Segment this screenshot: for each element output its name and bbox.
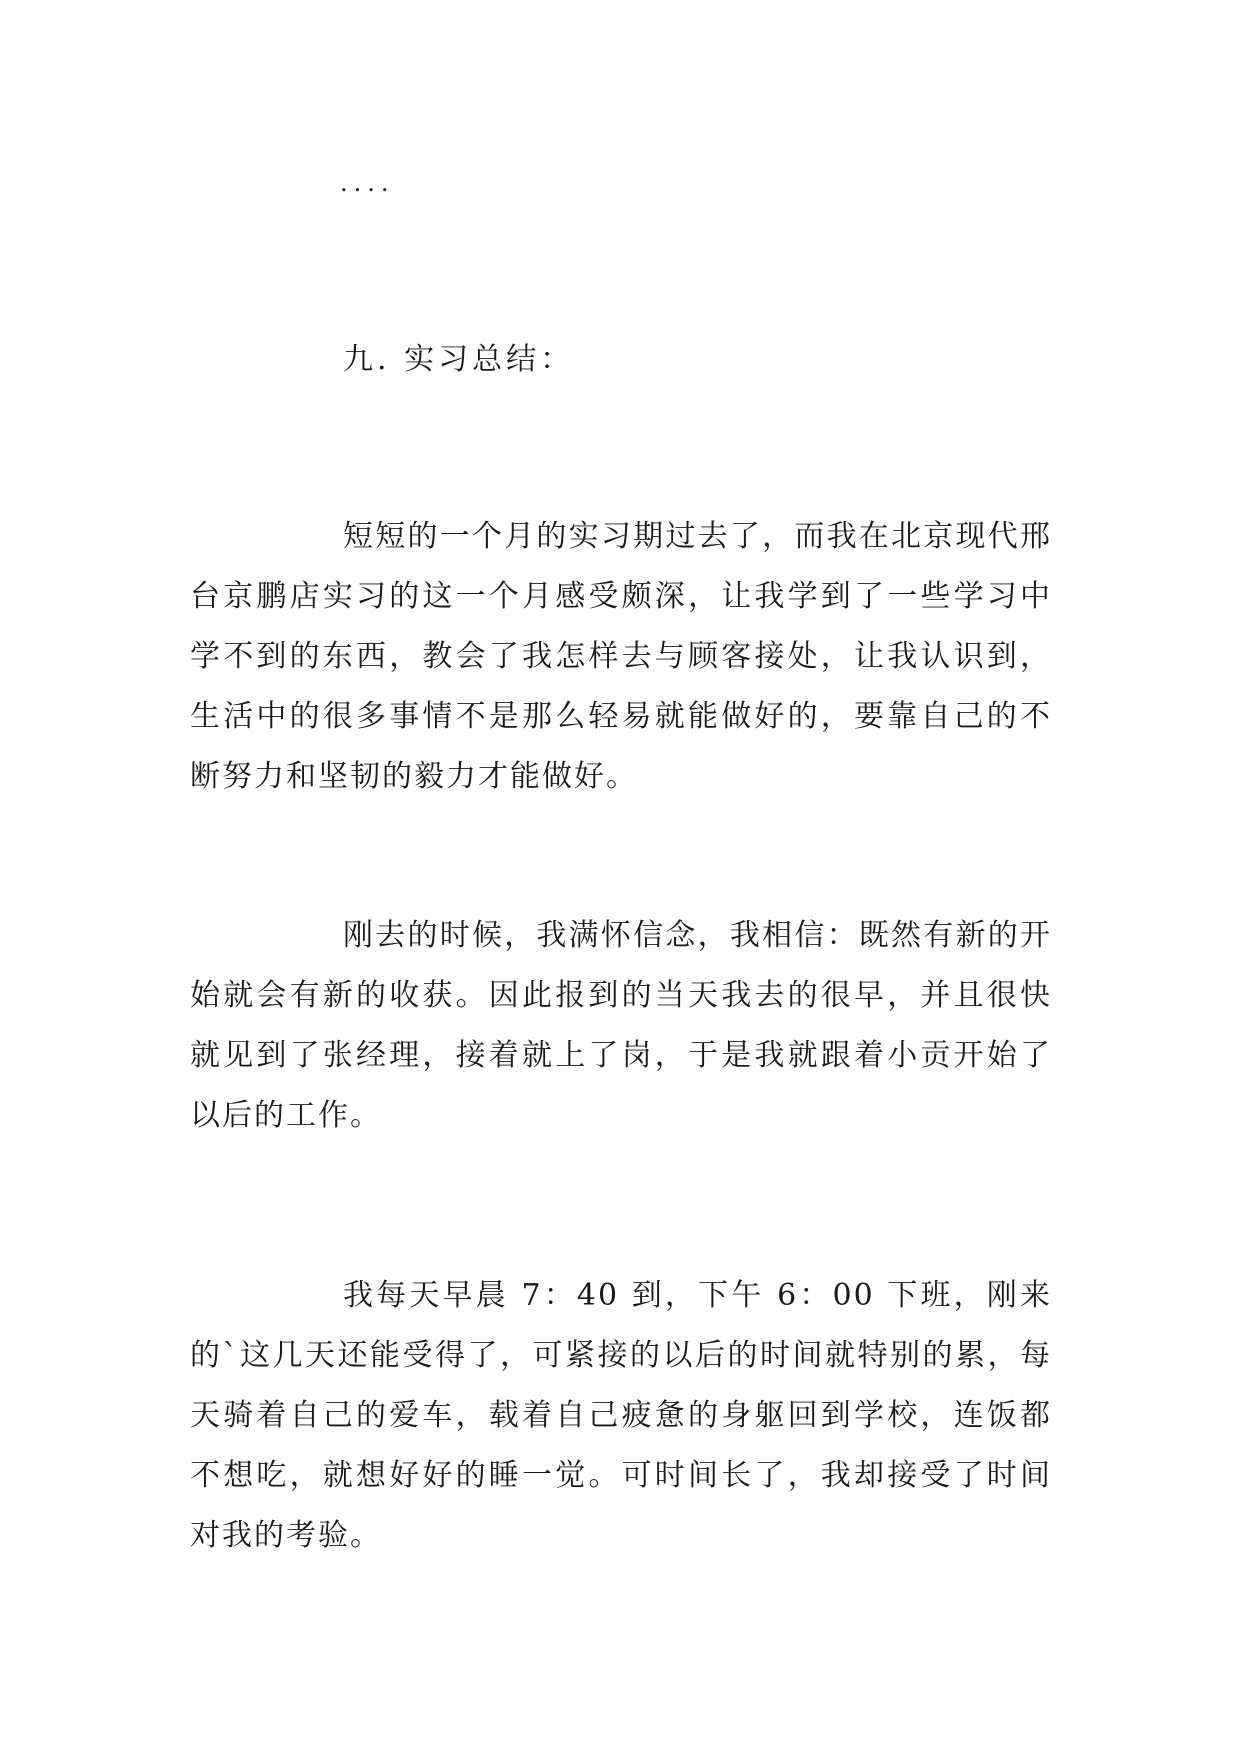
paragraph-summary: 短短的一个月的实习期过去了，而我在北京现代邢台京鹏店实习的这一个月感受颇深，让我学到了一些学习中学不到的东西，教会了我怎样去与顾客接处，让我认识到，生活中的很多事情不是那么轻易就能做好的，要靠自己的不断努力和坚韧的毅力才能做好。 [190, 519, 1052, 794]
ellipsis-text: .... [340, 169, 395, 197]
paragraph-daily-schedule: 我每天早晨 7：40 到，下午 6：00 下班，刚来的`这几天还能受得了，可紧接的以后的时间就特别的累，每天骑着自己的爱车，载着自己疲惫的身躯回到学校，连饭都不想吃，就想好好的睡一觉。可时间长了，我却接受了时间对我的考验。 [190, 1278, 1052, 1553]
paragraph-first-days: 刚去的时候，我满怀信念，我相信：既然有新的开始就会有新的收获。因此报到的当天我去的很早，并且很快就见到了张经理，接着就上了岗，于是我就跟着小贡开始了以后的工作。 [190, 918, 1052, 1133]
section-heading: 九. 实习总结： [343, 342, 575, 377]
